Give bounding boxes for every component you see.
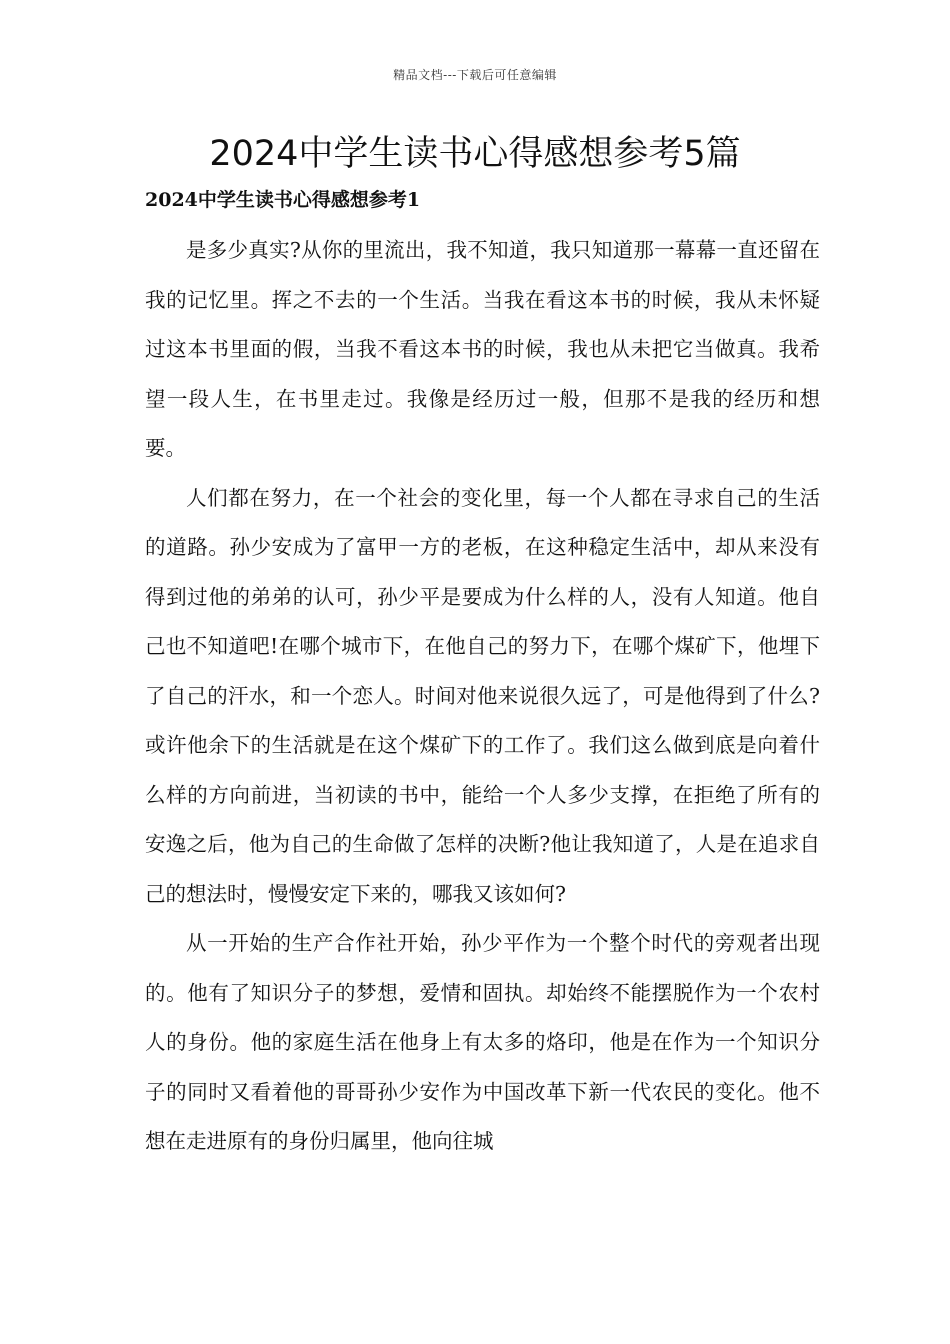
paragraph: 是多少真实?从你的里流出，我不知道，我只知道那一幕幕一直还留在我的记忆里。挥之不去的一个生活。当我在看这本书的时候，我从未怀疑过这本书里面的假，当我不看这本书的时候，我也从未把它当做真。我希望一段人生，在书里走过。我像是经历过一般，但那不是我的经历和想要。 (145, 238, 820, 460)
section-heading: 2024中学生读书心得感想参考1 (145, 189, 421, 211)
document-body (145, 226, 820, 1167)
paragraph: 人们都在努力，在一个社会的变化里，每一个人都在寻求自己的生活的道路。孙少安成为了富甲一方的老板，在这种稳定生活中，却从来没有得到过他的弟弟的认可，孙少平是要成为什么样的人，没有人知道。他自己也不知道吧!在哪个城市下，在他自己的努力下，在哪个煤矿下，他埋下了自己的汗水，和一个恋人。时间对他来说很久远了，可是他得到了什么?或许他余下的生活就是在这个煤矿下的工作了。我们这么做到底是向着什么样的方向前进，当初读的书中，能给一个人多少支撑，在拒绝了所有的安逸之后，他为自己的生命做了怎样的决断?他让我知道了，人是在追求自己的想法时，慢慢安定下来的，哪我又该如何? (145, 485, 820, 906)
paragraph: 从一开始的生产合作社开始，孙少平作为一个整个时代的旁观者出现的。他有了知识分子的梦想，爱情和固执。却始终不能摆脱作为一个农村人的身份。他的家庭生活在他身上有太多的烙印，他是在作为一个知识分子的同时又看着他的哥哥孙少安作为中国改革下新一代农民的变化。他不想在走进原有的身份归属里，他向往城 (145, 931, 820, 1153)
header-note: 精品文档---下载后可任意编辑 (393, 68, 557, 82)
document-title: 2024中学生读书心得感想参考5篇 (209, 134, 741, 174)
